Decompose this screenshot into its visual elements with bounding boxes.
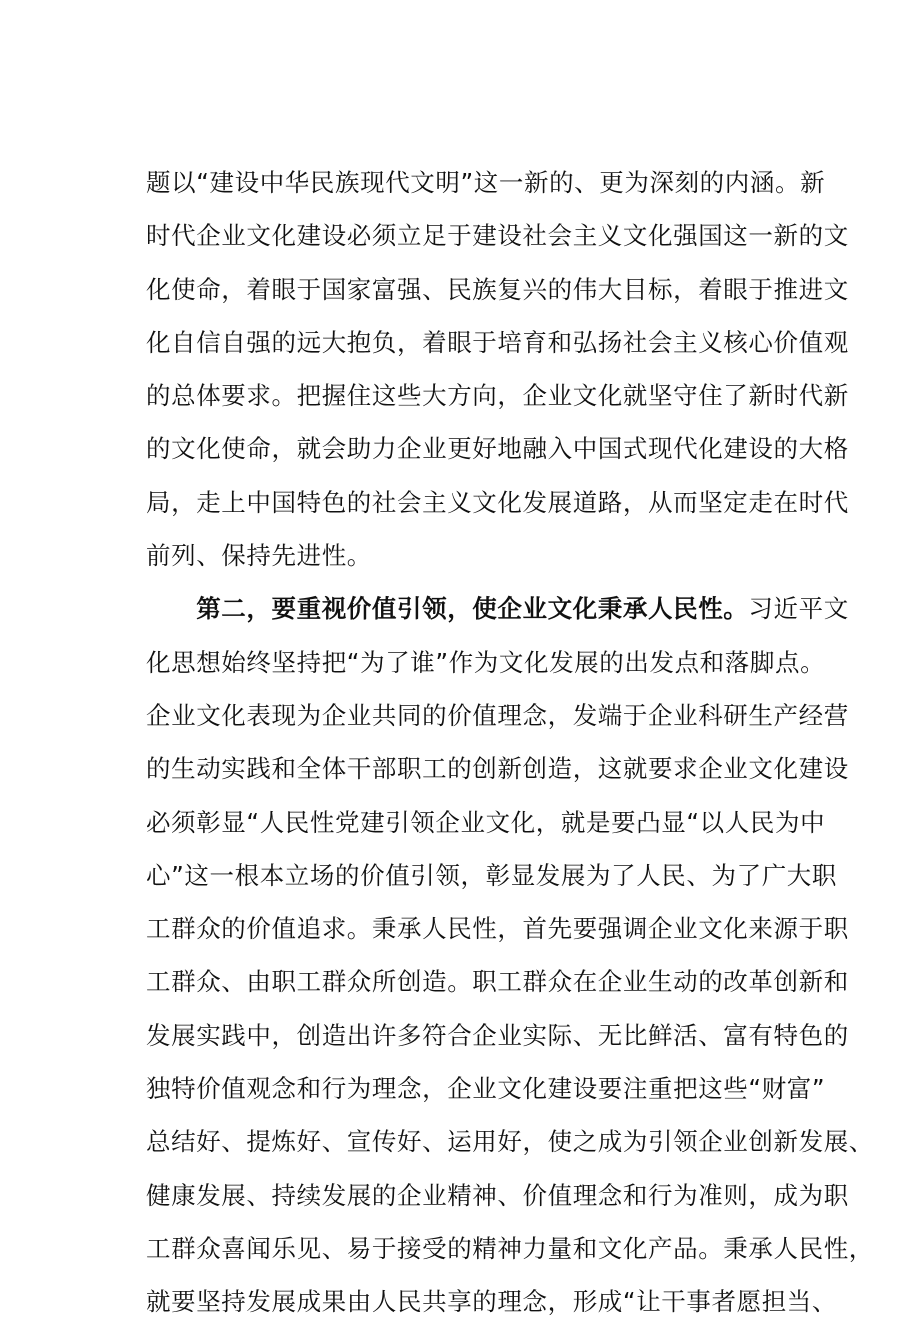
text-line: 独特价值观念和行为理念，企业文化建设要注重把这些“财富” (146, 1074, 826, 1104)
paragraph-start-line (146, 582, 849, 635)
text-line-tail: 习近平文 (748, 594, 849, 624)
text-line: 化自信自强的远大抱负，着眼于培育和弘扬社会主义核心价值观 (146, 327, 849, 357)
text-line: 的总体要求。把握住这些大方向，企业文化就坚守住了新时代新 (146, 381, 849, 411)
body-text (146, 156, 874, 1329)
text-line: 题以“建设中华民族现代文明”这一新的、更为深刻的内涵。新 (146, 168, 826, 197)
paragraph-indent (146, 594, 196, 623)
text-line: 企业文化表现为企业共同的价值理念，发端于企业科研生产经营 (146, 700, 849, 730)
text-line: 就要坚持发展成果由人民共享的理念，形成“让干事者愿担当、 (146, 1287, 837, 1317)
text-line: 化使命，着眼于国家富强、民族复兴的伟大目标，着眼于推进文 (146, 274, 849, 304)
text-line: 工群众喜闻乐见、易于接受的精神力量和文化产品。秉承人民性， (146, 1233, 874, 1263)
text-line: 必须彰显“人民性党建引领企业文化，就是要凸显“以人民为中 (146, 807, 826, 837)
text-line: 工群众、由职工群众所创造。职工群众在企业生动的改革创新和 (146, 967, 849, 997)
text-line: 的文化使命，就会助力企业更好地融入中国式现代化建设的大格 (146, 434, 849, 464)
text-line: 时代企业文化建设必须立足于建设社会主义文化强国这一新的文 (146, 221, 849, 251)
section-heading: 第二，要重视价值引领，使企业文化秉承人民性。 (196, 594, 749, 624)
text-line: 总结好、提炼好、宣传好、运用好，使之成为引领企业创新发展、 (146, 1127, 874, 1157)
text-line: 心”这一根本立场的价值引领，彰显发展为了人民、为了广大职 (146, 860, 837, 890)
text-line: 健康发展、持续发展的企业精神、价值理念和行为准则，成为职 (146, 1180, 849, 1210)
text-line: 的生动实践和全体干部职工的创新创造，这就要求企业文化建设 (146, 754, 849, 784)
text-line: 局，走上中国特色的社会主义文化发展道路，从而坚定走在时代 (146, 487, 849, 517)
text-line: 发展实践中，创造出许多符合企业实际、无比鲜活、富有特色的 (146, 1020, 849, 1050)
text-line: 前列、保持先进性。 (146, 541, 372, 571)
text-line: 工群众的价值追求。秉承人民性，首先要强调企业文化来源于职 (146, 914, 849, 944)
text-line: 化思想始终坚持把“为了谁”作为文化发展的出发点和落脚点。 (146, 647, 826, 677)
